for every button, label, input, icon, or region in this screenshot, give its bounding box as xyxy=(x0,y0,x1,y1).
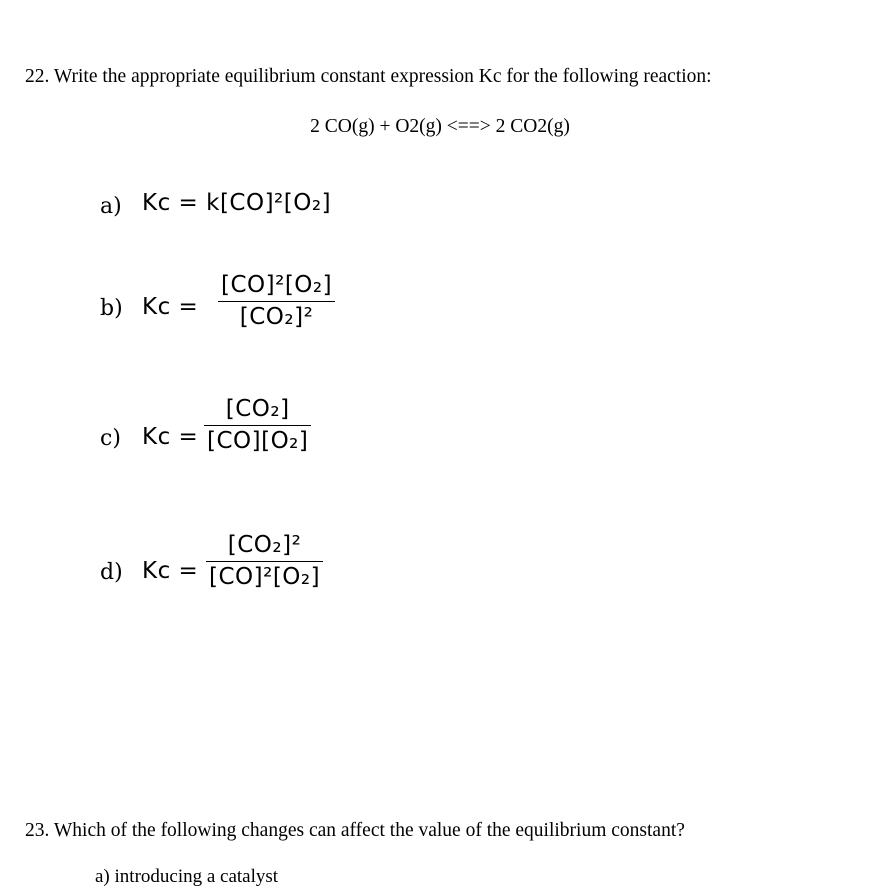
option-d-denominator: [CO]²[O₂] xyxy=(209,564,321,590)
reaction-equation xyxy=(0,116,880,138)
option-b-label: b) xyxy=(100,296,123,321)
option-c-label: c) xyxy=(100,426,121,451)
option-d-lhs: Kc = xyxy=(142,558,199,584)
option-c-numerator: [CO₂] xyxy=(225,396,290,422)
question-22-prompt: 22. Write the appropriate equilibrium constant expression Kc for the following reaction: xyxy=(25,66,712,87)
option-d-numerator: [CO₂]² xyxy=(227,532,302,558)
option-c-denominator: [CO][O₂] xyxy=(207,428,309,454)
reaction-equation-text: 2 CO(g) + O2(g) <==> 2 CO2(g) xyxy=(310,116,570,137)
option-c-fraction xyxy=(204,396,311,454)
option-b-fraction xyxy=(218,272,335,330)
option-d-label: d) xyxy=(100,560,123,585)
option-b-lhs: Kc = xyxy=(142,294,199,320)
option-c-lhs: Kc = xyxy=(142,424,199,450)
option-d-fraction xyxy=(206,532,323,590)
question-22-text xyxy=(25,66,712,88)
option-a-label: a) xyxy=(100,194,122,219)
option-b-numerator: [CO]²[O₂] xyxy=(221,272,333,298)
option-a-expression: Kc = k[CO]²[O₂] xyxy=(142,190,332,216)
question-23-option-a-partial: a) introducing a catalyst xyxy=(95,866,279,887)
option-b-denominator: [CO₂]² xyxy=(239,304,314,330)
question-23-text xyxy=(25,820,685,842)
question-23-prompt: 23. Which of the following changes can affect the value of the equilibrium constant? xyxy=(25,820,685,841)
